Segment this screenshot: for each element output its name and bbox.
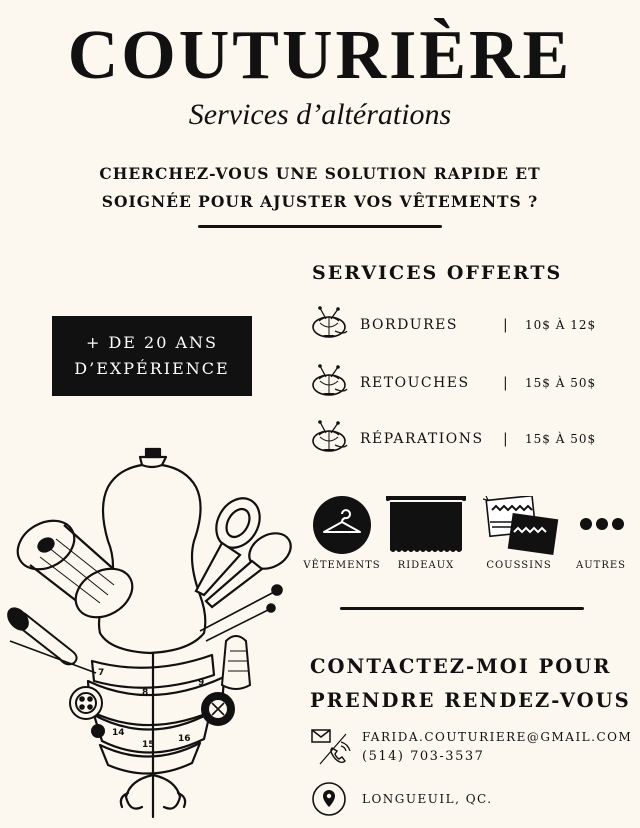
contact-heading-line-2: PRENDRE RENDEZ-VOUS — [310, 689, 631, 712]
contact-heading — [310, 650, 631, 718]
service-name: RETOUCHES — [360, 375, 470, 391]
service-price: 15$ À 50$ — [525, 432, 597, 446]
service-separator: | — [503, 317, 508, 333]
intro-line-2: SOIGNÉE POUR AJUSTER VOS VÊTEMENTS ? — [101, 192, 539, 211]
service-row-retouches — [308, 363, 628, 403]
location-pin-icon — [312, 782, 346, 816]
service-price: 10$ À 12$ — [525, 318, 597, 332]
category-label: COUSSINS — [486, 560, 552, 571]
contact-divider — [340, 607, 584, 610]
svg-text:16: 16 — [178, 734, 191, 744]
svg-text:14: 14 — [112, 728, 125, 738]
badge-line-2: D’EXPÉRIENCE — [74, 359, 230, 378]
svg-text:9: 9 — [198, 678, 205, 688]
service-row-reparations — [308, 419, 628, 459]
contact-location: LONGUEUIL, QC. — [362, 792, 493, 806]
category-label: VÊTEMENTS — [303, 560, 381, 571]
mannequin-sewing-illustration — [0, 445, 300, 828]
contact-email[interactable]: FARIDA.COUTURIERE@GMAIL.COM — [362, 730, 633, 744]
category-vetements — [302, 496, 382, 556]
service-separator: | — [503, 375, 508, 391]
category-rideaux — [386, 496, 466, 556]
contact-heading-line-1: CONTACTEZ-MOI POUR — [310, 655, 612, 678]
experience-badge — [52, 316, 252, 396]
services-title: SERVICES OFFERTS — [312, 262, 563, 284]
category-autres — [562, 496, 640, 556]
category-coussins — [480, 496, 560, 556]
pincushion-icon — [308, 419, 350, 459]
more-dots-icon — [562, 496, 640, 556]
svg-text:7: 7 — [98, 668, 105, 678]
intro-divider — [198, 225, 442, 228]
svg-text:8: 8 — [142, 688, 149, 698]
contact-phone[interactable]: (514) 703-3537 — [362, 749, 485, 764]
service-row-bordures — [308, 305, 628, 345]
pincushion-icon — [308, 363, 350, 403]
badge-line-1: + DE 20 ANS — [85, 333, 219, 352]
service-separator: | — [503, 431, 508, 447]
curtain-icon — [386, 496, 466, 556]
page-subtitle: Services d’altérations — [188, 98, 452, 131]
service-name: BORDURES — [360, 317, 458, 333]
cushion-icon — [480, 496, 560, 556]
service-price: 15$ À 50$ — [525, 376, 597, 390]
mail-phone-icon — [308, 726, 354, 768]
category-label: AUTRES — [576, 560, 626, 571]
intro-line-1: CHERCHEZ-VOUS UNE SOLUTION RAPIDE ET — [99, 164, 541, 183]
service-name: RÉPARATIONS — [360, 431, 484, 447]
category-label: RIDEAUX — [397, 560, 455, 571]
page-title: COUTURIÈRE — [67, 17, 573, 94]
intro-text — [60, 160, 580, 216]
pincushion-icon — [308, 305, 350, 345]
hanger-icon — [302, 496, 382, 556]
svg-text:15: 15 — [142, 740, 155, 750]
